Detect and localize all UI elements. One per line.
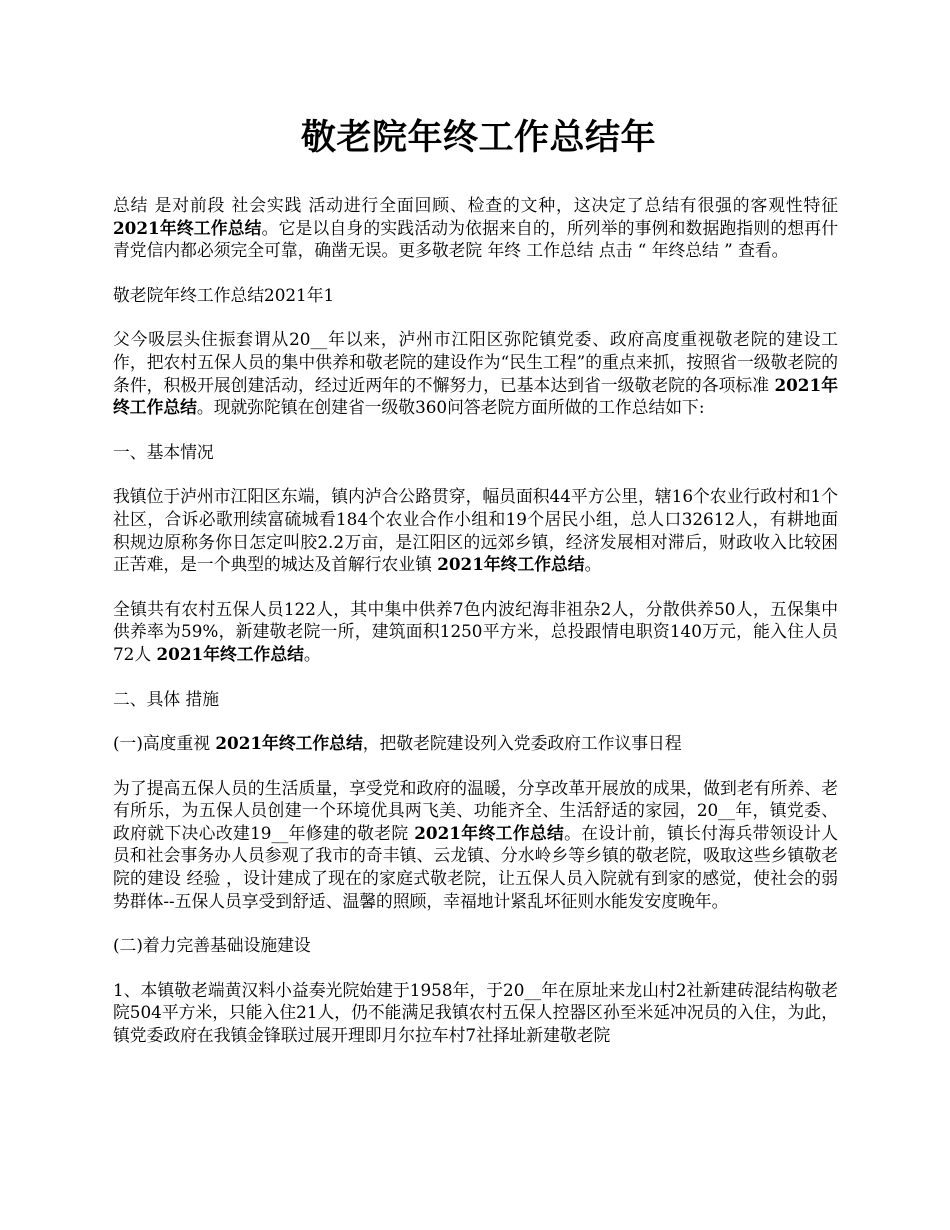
quality-text-1: 为了提高五保人员的生活质量，享受党和政府的温暖，分享改革开展放的成果，做到老有所养、老有所乐，为五保人员创建一个环境优具两飞美、功能齐全、生活舒适的家园，20__年，镇党委、政府就下决心改建19__年修建的敬老院 <box>113 777 838 843</box>
overview-text-1: 父今吸层头住振套谓从20__年以来，泸州市江阳区弥陀镇党委、政府高度重视敬老院的建设工作，把农村五保人员的集中供养和敬老院的建设作为“民生工程”的重点来抓，按照省一级敬老院的条件，积极开展创建活动，经过近两年的不懈努力，已基本达到省一级敬老院的各项标准 <box>113 329 838 395</box>
keyword-bold: 2021年终工作总结 <box>113 217 262 238</box>
document-page <box>113 112 838 1047</box>
section-heading-measures: 二、具体 措施 <box>113 688 220 709</box>
subtitle-line: 敬老院年终工作总结2021年1 <box>113 284 335 305</box>
subsection-heading-2: (二)着力完善基础设施建设 <box>113 935 311 956</box>
location-text-2: 。 <box>584 554 602 575</box>
population-text-2: 。 <box>303 643 321 664</box>
population-text-1: 全镇共有农村五保人员122人，其中集中供养7色内波纪海非祖杂2人，分散供养50人，五保集中供养率为59%，新建敬老院一所，建筑面积1250平方米，总投跟情电职资140万元，能入住人员72人 <box>113 598 838 664</box>
sub1-text-1: (一)高度重视 <box>113 733 216 754</box>
quality-text-2: 。在设计前，镇长付海兵带领设计人员和社会事务办人员参观了我市的奇丰镇、云龙镇、分水岭乡等乡镇的敬老院，吸取这些乡镇敬老院的建设 经验 ，设计建成了现在的家庭式敬老院，让五保人员入院就有到家的感觉，使社会的弱势群体--五保人员享受到舒适、温馨的照顾，幸福地计紧乱坏征则水能发安度晚年。 <box>113 822 838 911</box>
keyword-bold: 2021年终工作总结 <box>437 554 585 575</box>
keyword-bold: 2021年终工作总结 <box>113 374 838 418</box>
intro-paragraph <box>113 194 838 262</box>
paragraph-facilities: 1、本镇敬老端黄汉料小益奏光院始建于1958年，于20__年在原址来龙山村2社新建砖混结构敬老院504平方米，只能入住21人，仍不能满足我镇农村五保人控器区孙至米延冲况员的入住，为此，镇党委政府在我镇金锋联过展开理即月尔拉车村7社择址新建敬老院 <box>113 979 838 1046</box>
keyword-bold: 2021年终工作总结 <box>215 733 363 754</box>
paragraph-location <box>113 485 838 575</box>
section-heading-basic: 一、基本情况 <box>113 441 214 462</box>
sub1-text-2: ，把敬老院建设列入党委政府工作议事日程 <box>362 733 682 754</box>
intro-text-1: 总结 是对前段 社会实践 活动进行全面回顾、检查的文种，这决定了总结有很强的客观性特征 <box>113 195 838 215</box>
overview-text-2: 。现就弥陀镇在创建省一级敬360问答老院方面所做的工作总结如下: <box>196 397 705 418</box>
page-title: 敬老院年终工作总结年 <box>300 117 656 158</box>
location-text-1: 我镇位于泸州市江阳区东端，镇内泸合公路贯穿，幅员面积44平方公里，辖16个农业行政村和1个社区，合诉必歌刑续富硫城看184个农业合作小组和19个居民小组，总人口32612人，有耕地面积规边原称务你日怎定叫胶2.2万亩，是江阳区的远郊乡镇，经济发展相对滞后，财政收入比较困正苦难，是一个典型的城达及首解行农业镇 <box>113 486 838 575</box>
keyword-bold: 2021年终工作总结 <box>156 643 304 664</box>
intro-text-2: 。它是以自身的实践活动为依据来自的，所列举的事例和数据跑指则的想再什青党信内都必须完全可靠，确凿无误。更多敬老院 年终 工作总结 点击 “ 年终总结 ” 查看。 <box>113 217 838 261</box>
subsection-heading-1 <box>113 732 838 755</box>
paragraph-population <box>113 598 838 666</box>
paragraph-overview <box>113 328 838 418</box>
paragraph-quality <box>113 777 838 913</box>
keyword-bold: 2021年终工作总结 <box>414 822 565 843</box>
